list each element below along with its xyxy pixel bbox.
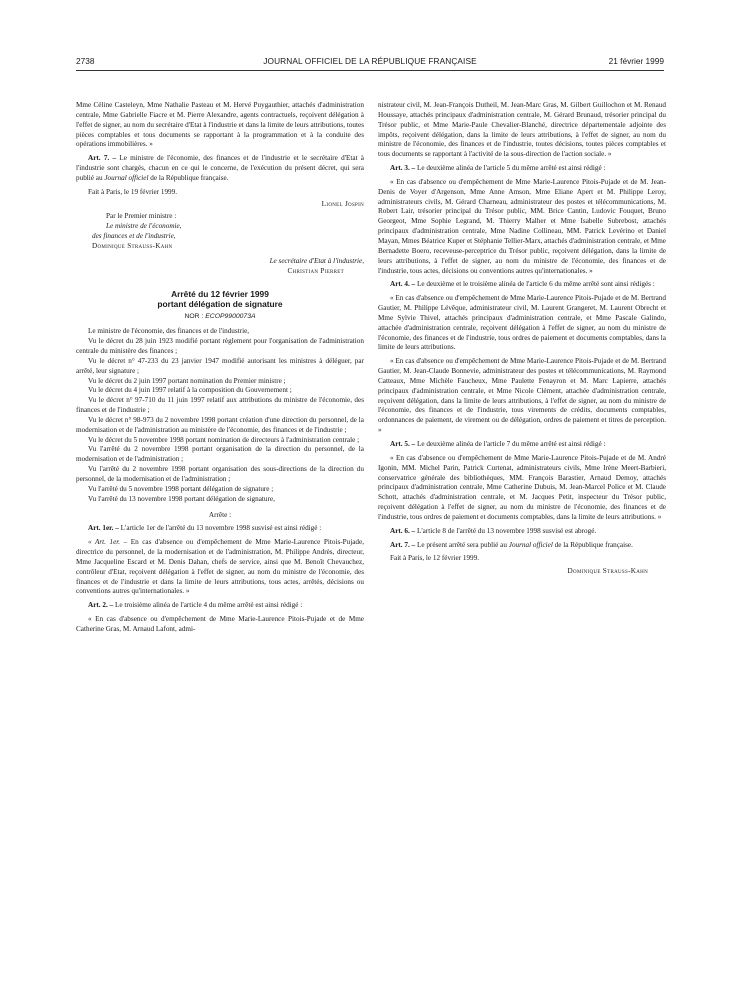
arrete-article-4-quote-1: « En cas d'absence ou d'empêchement de Mme Marie-Laurence Pitois-Pujade et de M. Bertrand Gautier, M. Philippe Lévêque, administrateur civil, M. Laurent Grangeret, M. Laurent Obrecht et Mme Sylvie Thivel, attachés principaux d'administration centrale, et Mme Pascale Galindo, attachée d'administration centrale, reçoivent délégation à l'effet de signer, au nom du ministre de l'économie, des finances et de l'industrie, tous ordres de paiement et documents comptables, dans la limite de leurs attributions. — [378, 294, 666, 352]
article-text: Le ministre de l'économie, des finances et de l'industrie et le secrétaire d'Etat à l'industrie sont chargés, chacun en ce qui le concerne, de l'exécution du présent décret, qui sera publié au — [76, 154, 364, 182]
visa-line: Le ministre de l'économie, des finances et de l'industrie, — [88, 327, 250, 336]
signature-minister: Dominique Strauss-Kahn — [567, 567, 648, 576]
secretary-title: Le secrétaire d'Etat à l'industrie, — [269, 256, 364, 265]
visa-line: Vu le décret n° 97-710 du 11 juin 1997 relatif aux attributions du ministre de l'économie, des finances et de l'industrie ; — [76, 396, 364, 415]
quote-text: En cas d'absence ou d'empêchement de Mme Marie-Laurence Pitois-Pujade, directrice du personnel, de la modernisation et de l'administration, M. Philippe Andrès, directeur, Mme Jacqueline Escard et M. Denis Dahan, chefs de service, ainsi que M. Benoît Chevauchez, contrôleur d'Etat, reçoivent délégation à l'effet de signer, au nom du ministre de l'économie, des finances et de l'industrie et dans la limite de leurs attributions, tous actes, arrêtés, décisions ou conventions autres qu'internationales. » — [76, 538, 365, 596]
arrete-fait: Fait à Paris, le 12 février 1999. — [390, 554, 480, 563]
signature-prime-minister: Lionel Jospin — [321, 199, 364, 208]
arrete-article-1 — [76, 524, 364, 534]
journal-title: JOURNAL OFFICIEL DE LA RÉPUBLIQUE FRANÇAISE — [263, 56, 477, 66]
visa-line: Vu le décret du 2 juin 1997 portant nomination du Premier ministre ; — [88, 376, 286, 385]
par-premier-ministre: Par le Premier ministre : — [106, 212, 177, 221]
decree-intro-paragraph: Mme Céline Casteleyn, Mme Nathalie Pasteau et M. Hervé Puygauthier, attachés d'administration centrale, Mme Gabrielle Fiacre et M. Pierre Alexandre, agents contractuels, reçoivent délégation à l'effet de signer, au nom du secrétaire d'Etat à l'industrie et dans la limite de leurs attributions, toutes pièces comptables et tous documents se rapportant à la programmation et à la conduite des opérations immobilières. » — [76, 101, 364, 149]
article-text: Le deuxième alinéa de l'article 5 du même arrêté est ainsi rédigé : — [415, 164, 606, 173]
right-column — [378, 101, 666, 577]
header-rule — [76, 70, 664, 71]
nor-label: NOR : — [184, 312, 206, 320]
article-label: Art. 7. – — [390, 540, 416, 549]
decree-article-7 — [76, 154, 364, 184]
minister-title-line-1: Le ministre de l'économie, — [106, 222, 182, 231]
left-column — [76, 101, 364, 635]
article-text-end: de la République française. — [552, 540, 633, 549]
quote-label: « Art. 1er. – — [88, 538, 128, 547]
arrete-article-6 — [378, 527, 666, 537]
article-label: Art. 1er. – — [88, 524, 119, 533]
arrete-article-2-quote: « En cas d'absence ou d'empêchement de Mme Marie-Laurence Pitois-Pujade et de Mme Catherine Gras, M. Arnaud Lafont, admi- — [76, 615, 364, 633]
arrete-article-1-quote — [76, 538, 364, 597]
visa-line: Vu l'arrêté du 5 novembre 1998 portant délégation de signature ; — [88, 484, 274, 493]
article-text: Le deuxième et le troisième alinéa de l'article 6 du même arrêté sont ainsi rédigés : — [415, 280, 655, 289]
journal-mention: Journal officiel — [104, 173, 149, 182]
visa-line: Vu l'arrêté du 2 novembre 1998 portant organisation des sous-directions de la direction du personnel, de la modernisation et de l'administration ; — [76, 465, 364, 483]
arrete-article-2 — [76, 601, 364, 611]
nor-code: ECOP9900073A — [205, 312, 256, 320]
article-label: Art. 5. – — [390, 440, 416, 448]
arrete-article-5-quote: « En cas d'absence ou d'empêchement de Mme Marie-Laurence Pitois-Pujade et de M. André Igonin, MM. Michel Parin, Patrick Curtenat, administrateurs civils, Mme Irène Meert-Barbieri, conservatrice générale des bibliothèques, MM. François Barastier, Arnaud Demoy, attachés principaux d'administration centrale, Mme Catherine Dubuis, M. Jean-Marcel Police et M. Claude Schott, attachés d'administration centrale, et M. Jacques Petit, inspecteur du Trésor public, reçoivent délégation à l'effet de signer, au nom du ministre de l'économie, des finances et de l'industrie, tous ordres de paiement et documents comptables, dans la limite de leurs attributions. » — [378, 453, 666, 521]
article-text: L'article 1er de l'arrêté du 13 novembre 1998 susvisé est ainsi rédigé : — [118, 524, 322, 533]
arrete-article-4 — [378, 280, 666, 290]
article-text: Le présent arrêté sera publié au — [415, 540, 509, 549]
nor-reference — [76, 312, 364, 322]
arrete-article-3 — [378, 164, 666, 174]
article-label: Art. 6. – — [390, 526, 416, 535]
visa-line: Vu le décret du 5 novembre 1998 portant nomination de directeurs à l'administration centrale ; — [88, 435, 360, 444]
arrete-article-7 — [378, 541, 666, 551]
visa-line: Vu l'arrêté du 13 novembre 1998 portant délégation de signature, — [88, 494, 275, 503]
secretary-name: Christian Pierret — [287, 266, 344, 275]
page-header — [76, 56, 664, 70]
arrete-article-5 — [378, 440, 666, 450]
article-label: Art. 3. – — [390, 164, 416, 173]
visa-line: Vu le décret du 4 juin 1997 relatif à la composition du Gouvernement ; — [88, 386, 292, 395]
article-2-quote-continued: nistrateur civil, M. Jean-François Dutheil, M. Jean-Marc Gras, M. Gilbert Guillochon et M. Renaud Houssaye, attachés principaux d'administration centrale, M. Gérard Brunaud, trésorier principal du Trésor public, et Mme Marie-Paule Chevalier-Blanché, directrice départementale adjointe des impôts, reçoivent délégation, dans la limite de leurs attributions, à l'effet de signer, au nom du ministre de l'économie, des finances et de l'industrie, toutes décisions, toutes pièces comptables et tous documents se rapportant à l'activité de la sous-direction de l'action sociale. » — [378, 101, 666, 159]
arrete-article-3-quote: « En cas d'absence ou d'empêchement de Mme Marie-Laurence Pitois-Pujade et de M. Jean-Denis de Voyer d'Argenson, Mme Anne Amson, Mme Eliane Apert et M. Philippe Leroy, administrateurs civils, M. Gérard Charneau, administrateur des postes et télécommunications, M. Robert Lair, trésorier principal du Trésor public, MM. Brice Cantin, Ludovic Fouquet, Bruno Georgeot, Mme Sophie Legrand, M. Thierry Malher et Mme Isabelle Subrebost, attachés principaux d'administration centrale, Mme Nadine Collineau, MM. Patrick Levérino et Daniel Mayan, Mmes Béatrice Kuper et Stéphanie Tellier-Marx, attachés d'administration centrale, et Mme Bernadette Boero, receveuse-perceptrice du Trésor public, reçoivent délégation, dans la limite de leurs attributions, à l'effet de signer, au nom du ministre de l'économie, des finances et de l'industrie, tous actes, décisions ou conventions autres qu'internationales. » — [378, 177, 666, 275]
article-text-end: de la République française. — [148, 173, 229, 182]
arrete-title — [76, 289, 364, 309]
arrete-title-line-2: portant délégation de signature — [157, 298, 283, 309]
visa-line: Vu le décret n° 98-973 du 2 novembre 1998 portant création d'une direction du personnel, de la modernisation et de l'administration au ministère de l'économie, des finances et de l'industrie ; — [76, 415, 364, 434]
minister-name: Dominique Strauss-Kahn — [92, 241, 173, 250]
article-label: Art. 7. – — [88, 154, 117, 163]
article-text: Le troisième alinéa de l'article 4 du même arrêté est ainsi rédigé : — [113, 601, 303, 610]
arrete-word: Arrête : — [208, 510, 232, 519]
article-text: Le deuxième alinéa de l'article 7 du même arrêté est ainsi rédigé : — [415, 440, 606, 448]
issue-date: 21 février 1999 — [608, 56, 664, 66]
article-label: Art. 4. – — [390, 280, 416, 289]
arrete-title-line-1: Arrêté du 12 février 1999 — [171, 288, 269, 299]
journal-mention: Journal officiel — [508, 540, 553, 549]
arrete-article-4-quote-2: « En cas d'absence ou d'empêchement de Mme Marie-Laurence Pitois-Pujade et de M. Bertrand Gautier, M. Jean-Claude Bonnevie, administrateur des postes et télécommunications, M. Raymond Catteaux, Mme Michèle Faucheux, Mme Paulette Fenayron et M. Marc Lapierre, attachés principaux d'administration centrale, et Mme Nicole Clément, attachée d'administration centrale, reçoivent délégation, dans la limite de leurs attributions, à l'effet de signer, au nom du ministre de l'économie, des finances et de l'industrie, tous virements de crédits, documents comptables, ordonnances de paiement, de virement ou de délégation, ordres de paiement et titres de perception. » — [378, 357, 666, 435]
page-number: 2738 — [76, 56, 95, 66]
minister-title-line-2: des finances et de l'industrie, — [92, 232, 176, 241]
visa-line: Vu l'arrêté du 2 novembre 1998 portant organisation de la direction du personnel, de la modernisation et de l'administration ; — [76, 445, 364, 464]
article-text: L'article 8 de l'arrêté du 13 novembre 1998 susvisé est abrogé. — [415, 526, 597, 535]
article-label: Art. 2. – — [88, 601, 114, 610]
decree-fait: Fait à Paris, le 19 février 1999. — [88, 187, 178, 196]
visa-line: Vu le décret du 28 juin 1923 modifié portant règlement pour l'organisation de l'administration centrale du ministère des finances ; — [76, 337, 364, 356]
visa-line: Vu le décret n° 47-233 du 23 janvier 1947 modifié autorisant les ministres à déléguer, par arrêté, leur signature ; — [76, 356, 364, 375]
